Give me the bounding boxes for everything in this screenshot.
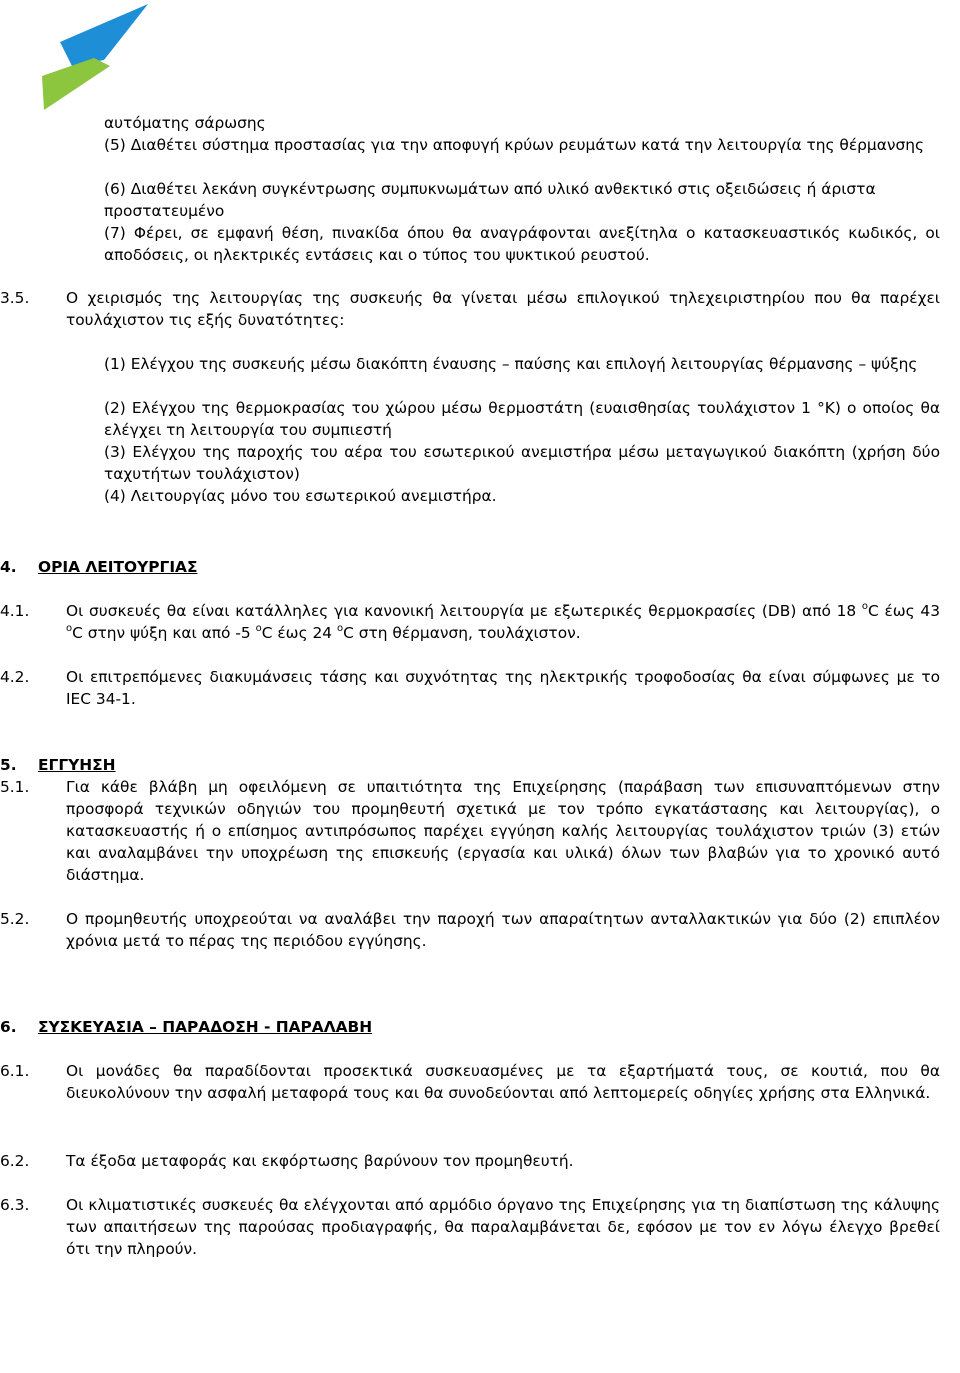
list-item-5: (5) Διαθέτει σύστημα προστασίας για την αποφυγή κρύων ρευμάτων κατά την λειτουργία της θέρμανσης — [104, 136, 925, 154]
paragraph-number: 3.5. — [0, 289, 30, 307]
logo-blue-shape — [60, 4, 148, 66]
paragraph-number: 6.2. — [0, 1152, 30, 1170]
paragraph-number: 6.3. — [0, 1196, 30, 1214]
paragraph-6-2: Τα έξοδα μεταφοράς και εκφόρτωσης βαρύνουν τον προμηθευτή. — [66, 1152, 574, 1170]
paragraph-4-2: Οι επιτρεπόμενες διακυμάνσεις τάσης και συχνότητας της ηλεκτρικής τροφοδοσίας θα είναι σύμφωνες με το IEC 34-1. — [66, 668, 940, 708]
paragraph-5-2: Ο προμηθευτής υποχρεούται να αναλάβει την παροχή των απαραίτητων ανταλλακτικών για δύο (2) επιπλέον χρόνια μετά το πέρας της περιόδου εγγύησης. — [66, 910, 940, 950]
control-item-2: (2) Ελέγχου της θερμοκρασίας του χώρου μέσω θερμοστάτη (ευαισθησίας τουλάχιστον 1 °K) ο οποίος θα ελέγχει τη λειτουργία του συμπιεστή — [104, 399, 940, 439]
paragraph-6-1: Οι μονάδες θα παραδίδονται προσεκτικά συσκευασμένες με τα εξαρτήματά τους, σε κουτιά, που θα διευκολύνουν την ασφαλή μεταφορά τους και θα συνοδεύονται από λεπτομερείς οδηγίες χρήσης στα Ελληνικά. — [66, 1062, 940, 1102]
list-item-7: (7) Φέρει, σε εμφανή θέση, πινακίδα όπου θα αναγράφονται ανεξίτηλα ο κατασκευαστικός κωδικός, οι αποδόσεις, οι ηλεκτρικές εντάσεις και ο τύπος του ψυκτικού ρευστού. — [104, 224, 940, 264]
list-line-continuation: αυτόματης σάρωσης — [104, 114, 266, 132]
paragraph-number: 4.2. — [0, 668, 30, 686]
list-item-6: (6) Διαθέτει λεκάνη συγκέντρωσης συμπυκνωμάτων από υλικό ανθεκτικό στις οξειδώσεις ή άριστα προστατευμένο — [104, 180, 876, 220]
section-4-number: 4. — [0, 558, 17, 576]
paragraph-5-1: Για κάθε βλάβη μη οφειλόμενη σε υπαιτιότητα της Επιχείρησης (παράβαση των επισυναπτόμενων στην προσφορά τεχνικών οδηγιών του προμηθευτή σχετικά με τον τρόπο εγκατάστασης και λειτουργίας), ο κατασκευαστής ή ο επίσημος αντιπρόσωπος παρέχει εγγύηση καλής λειτουργίας τουλάχιστον τριών (3) ετών και αναλαμβάνει την υποχρέωση της επισκευής (εργασία και υλικά) όλων των βλαβών για το χρονικό αυτό διάστημα. — [66, 778, 940, 884]
section-6-title: ΣΥΣΚΕΥΑΣΙΑ – ΠΑΡΑΔΟΣΗ - ΠΑΡΑΛΑΒΗ — [38, 1018, 373, 1036]
paragraph-number: 5.1. — [0, 778, 30, 796]
section-5-number: 5. — [0, 756, 17, 774]
paragraph-4-1: Οι συσκευές θα είναι κατάλληλες για κανονική λειτουργία με εξωτερικές θερμοκρασίες (DB) από 18 $^o$C έως 43 $^o$C στην ψύξη και από -5 $^o$C έως 24 $^o$C στη θέρμανση, τουλάχιστον. — [66, 600, 940, 642]
section-5-title: ΕΓΓΥΗΣΗ — [38, 756, 116, 774]
control-item-1: (1) Ελέγχου της συσκευής μέσω διακόπτη έναυσης – παύσης και επιλογή λειτουργίας θέρμανσης – ψύξης — [104, 355, 918, 373]
company-logo — [38, 2, 154, 112]
logo-green-shape — [42, 58, 110, 110]
control-item-4: (4) Λειτουργίας μόνο του εσωτερικού ανεμιστήρα. — [104, 487, 497, 505]
paragraph-number: 5.2. — [0, 910, 30, 928]
control-item-3: (3) Ελέγχου της παροχής του αέρα του εσωτερικού ανεμιστήρα μέσω μεταγωγικού διακόπτη (χρήση δύο ταχυτήτων τουλάχιστον) — [104, 443, 940, 483]
paragraph-number: 6.1. — [0, 1062, 30, 1080]
paragraph-number: 4.1. — [0, 602, 30, 620]
paragraph-3-5: Ο χειρισμός της λειτουργίας της συσκευής θα γίνεται μέσω επιλογικού τηλεχειριστηρίου που θα παρέχει τουλάχιστον τις εξής δυνατότητες: — [66, 289, 940, 329]
paragraph-6-3: Οι κλιματιστικές συσκευές θα ελέγχονται από αρμόδιο όργανο της Επιχείρησης για τη διαπίστωση της κάλυψης των απαιτήσεων της παρούσας προδιαγραφής, θα παραλαμβάνεται δε, εφόσον με τον εν λόγω έλεγχο βρεθεί ότι την πληρούν. — [66, 1196, 940, 1258]
section-6-number: 6. — [0, 1018, 17, 1036]
section-4-title: ΟΡΙΑ ΛΕΙΤΟΥΡΓΙΑΣ — [38, 558, 198, 576]
